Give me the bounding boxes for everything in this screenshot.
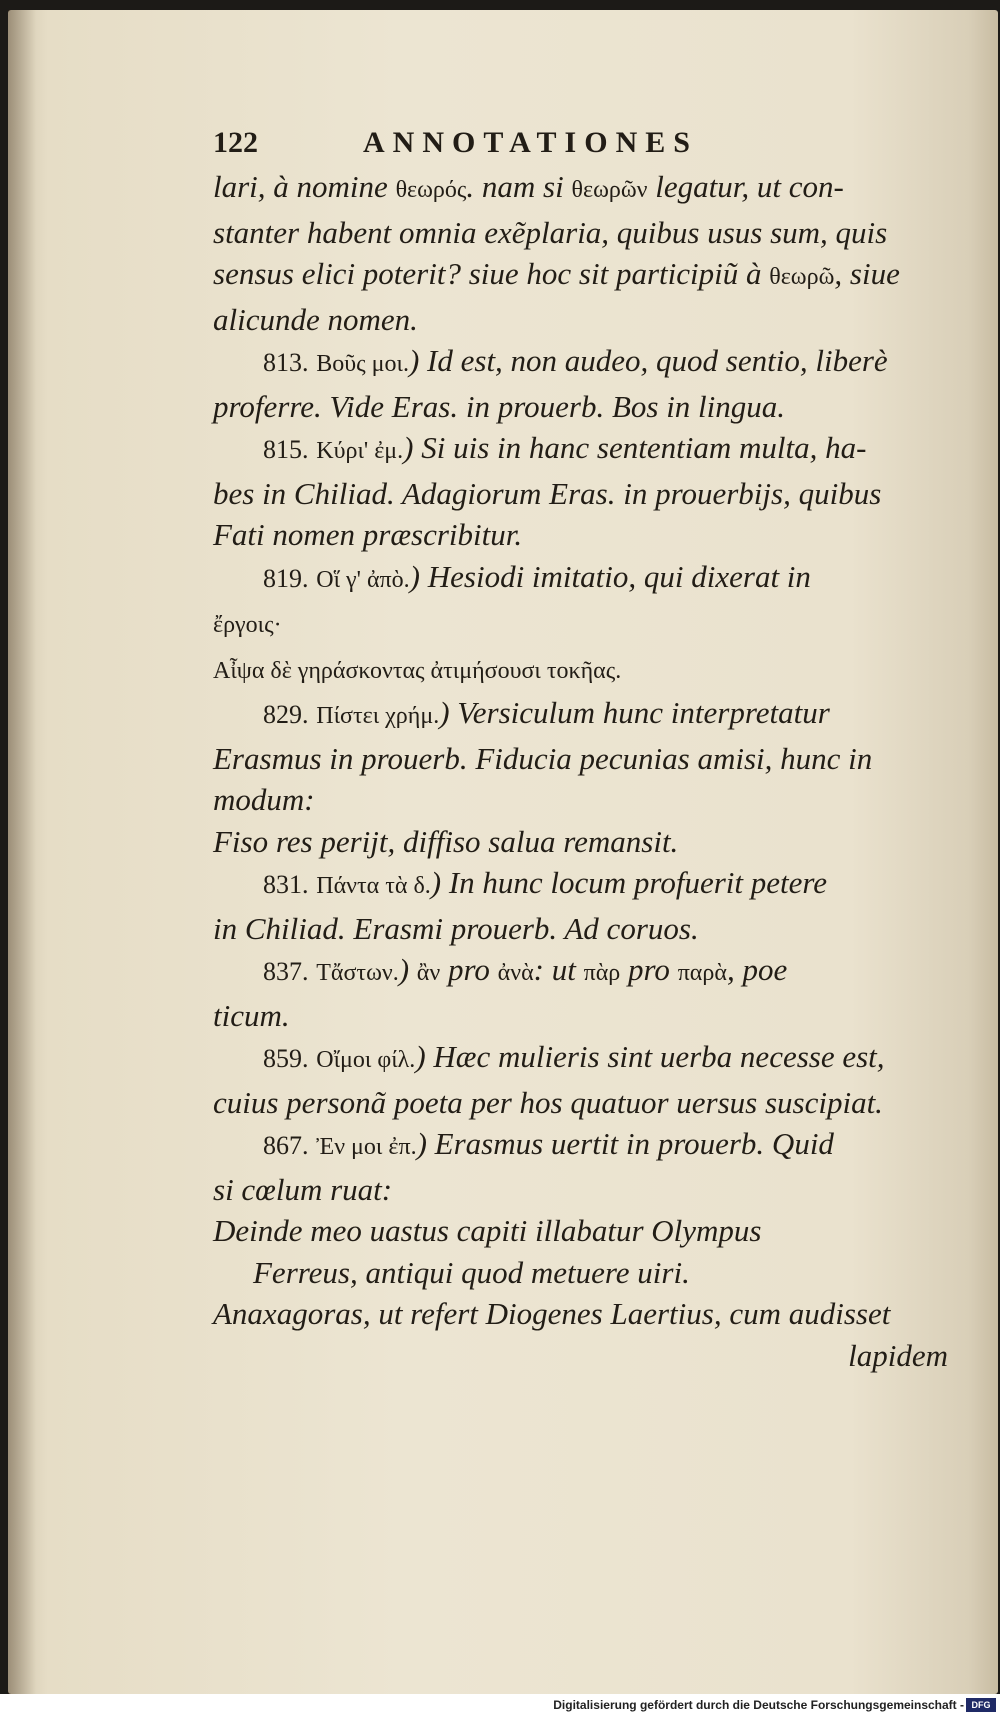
text-line-18: in Chiliad. Erasmi prouerb. Ad coruos. <box>213 910 699 946</box>
text-line-9: Fati nomen præscribitur. <box>213 517 523 552</box>
greek-line-1: ἔργοις· <box>213 612 282 638</box>
catchword: lapidem <box>848 1337 948 1373</box>
digitization-footer <box>0 1694 1000 1716</box>
verse-line-1: Fiso res perijt, diffiso salua remansit. <box>213 823 679 859</box>
text-line-14: Erasmus in prouerb. Fiducia pecunias amisi, hunc in <box>213 740 873 776</box>
running-head: ANNOTATIONES <box>363 126 698 159</box>
text-line-15: modum: <box>213 782 315 817</box>
annotation-831: 831. Πάντα τὰ δ.) In hunc locum profuerit petere <box>263 865 828 900</box>
dfg-logo: DFG <box>966 1698 996 1712</box>
text-line-27: Anaxagoras, ut refert Diogenes Laertius, cum audisset <box>213 1296 891 1331</box>
text-line-24: si cœlum ruat: <box>213 1171 393 1207</box>
gutter-shadow <box>8 10 36 1694</box>
text-line-2: stanter habent omnia exẽplaria, quibus usus sum, quis <box>213 214 888 250</box>
text-line-6: proferre. Vide Eras. in prouerb. Bos in lingua. <box>213 388 786 424</box>
text-line-20: ticum. <box>213 997 290 1033</box>
verse-line-2: Deinde meo uastus capiti illabatur Olympus <box>213 1213 762 1248</box>
annotation-813: 813. Βοῦς μοι.) Id est, non audeo, quod sentio, liberè <box>263 343 888 378</box>
text-line-3: sensus elici poterit? siue hoc sit participiũ à θεωρῶ, siue <box>213 256 900 291</box>
annotation-867: 867. Ἐν μοι ἐπ.) Erasmus uertit in prouerb. Quid <box>263 1126 834 1161</box>
text-line-4: alicunde nomen. <box>213 301 418 337</box>
page-number: 122 <box>213 126 258 159</box>
greek-verse: Αἶψα δὲ γηράσκοντας ἀτιμήσουσι τοκῆας. <box>213 657 622 684</box>
annotation-859: 859. Οἴμοι φίλ.) Hæc mulieris sint uerba necesse est, <box>263 1039 885 1074</box>
annotation-815: 815. Κύρι' ἐμ.) Si uis in hanc sententiam multa, ha- <box>263 430 867 465</box>
verse-line-3: Ferreus, antiqui quod metuere uiri. <box>253 1254 690 1290</box>
page-header <box>213 122 948 166</box>
text-block <box>213 122 948 1376</box>
book-page <box>8 10 998 1694</box>
annotation-837: 837. Τἄστων.) ἂν pro ἀνὰ: ut πὰρ pro παρὰ, poe <box>263 952 788 987</box>
annotation-819: 819. Οἵ γ' ἀπὸ.) Hesiodi imitatio, qui dixerat in <box>263 558 811 594</box>
text-line-22: cuius personã poeta per hos quatuor uersus suscipiat. <box>213 1084 883 1120</box>
footer-credit: Digitalisierung gefördert durch die Deutsche Forschungsgemeinschaft - <box>553 1698 964 1712</box>
annotation-829: 829. Πίστει χρήμ.) Versiculum hunc interpretatur <box>263 695 830 730</box>
text-line-8: bes in Chiliad. Adagiorum Eras. in prouerbijs, quibus <box>213 475 882 511</box>
text-line-1: lari, à nomine θεωρός. nam si θεωρῶν legatur, ut con- <box>213 169 844 204</box>
